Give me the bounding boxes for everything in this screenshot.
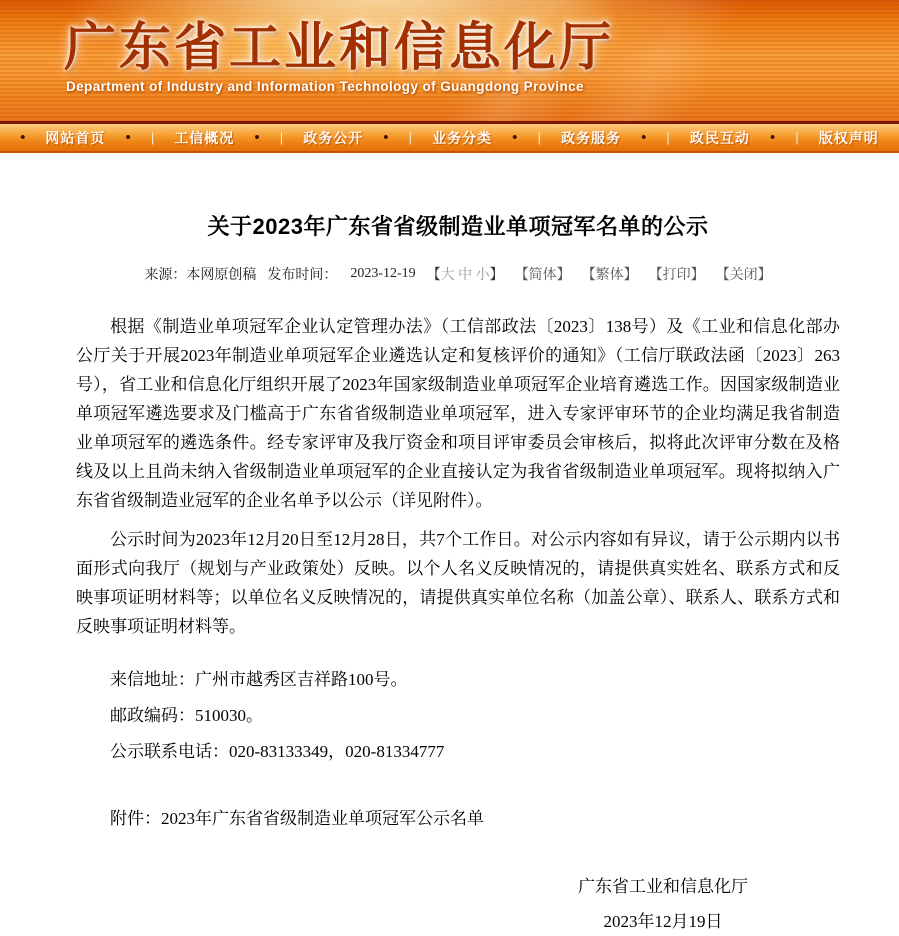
nav-separator: |: [408, 130, 413, 145]
nav-item-services[interactable]: 政务服务: [560, 129, 621, 146]
nav-item-copyright[interactable]: 版权声明: [818, 129, 879, 146]
signature-block: [568, 872, 758, 936]
mailing-address-line: 来信地址：广州市越秀区吉祥路100号。: [110, 670, 408, 689]
bracket-close: 】: [489, 268, 504, 283]
nav-bullet-icon: •: [641, 129, 647, 146]
site-subtitle-english: Department of Industry and Information Technology of Guangdong Province: [66, 79, 584, 95]
signature-date: 2023年12月19日: [603, 912, 723, 931]
font-size-options[interactable]: 大 中 小: [440, 268, 490, 283]
traditional-chinese-button[interactable]: 【繁体】: [581, 268, 638, 283]
print-button[interactable]: 【打印】: [648, 268, 705, 283]
nav-bullet-icon: •: [20, 129, 26, 146]
publish-time: 2023-12-19: [350, 266, 416, 281]
article-paragraph: 根据《制造业单项冠军企业认定管理办法》（工信部政法〔2023〕138号）及《工业和信息化部办公厅关于开展2023年制造业单项冠军企业遴选认定和复核评价的通知》（工信厅联政法函〔2023〕263号），省工业和信息化厅组织开展了2023年国家级制造业单项冠军企业培育遴选工作。因国家级制造业单项冠军遴选要求及门槛高于广东省省级制造业单项冠军，进入专家评审环节的企业均满足我省制造业单项冠军的遴选条件。经专家评审及我厅资金和项目评审委员会审核后，拟将此次评审分数在及格线及以上且尚未纳入省级制造业单项冠军的企业直接认定为我省省级制造业单项冠军。现将拟纳入广东省省级制造业冠军的企业名单予以公示（详见附件）。: [76, 317, 840, 510]
nav-separator: |: [279, 130, 284, 145]
article-paragraph: 公示时间为2023年12月20日至12月28日，共7个工作日。对公示内容如有异议，请于公示期内以书面形式向我厅（规划与产业政策处）反映。以个人名义反映情况的，请提供真实姓名、联系方式和反映事项证明材料等；以单位名义反映情况的，请提供真实单位名称（加盖公章）、联系人、联系方式和反映事项证明材料等。: [76, 530, 840, 636]
nav-bullet-icon: •: [769, 129, 776, 146]
site-banner: [0, 0, 899, 121]
nav-item-home[interactable]: 网站首页: [45, 129, 106, 146]
article-source: 来源：本网原创稿: [144, 268, 257, 283]
nav-separator: |: [537, 130, 541, 145]
article-title: 关于2023年广东省省级制造业单项冠军名单的公示: [207, 214, 709, 239]
article: [0, 210, 899, 936]
simplified-chinese-button[interactable]: 【简体】: [514, 268, 571, 283]
nav-bullet-icon: •: [254, 129, 260, 146]
contact-phone-line: 公示联系电话：020-83133349，020-81334777: [110, 742, 445, 761]
bracket-open: 【: [426, 268, 441, 283]
nav-bullet-icon: •: [383, 129, 389, 146]
attachment-link[interactable]: 附件：2023年广东省省级制造业单项冠军公示名单: [110, 809, 484, 828]
publish-time-label: 发布时间：: [267, 268, 338, 283]
site-title: 广东省工业和信息化厅: [64, 19, 615, 77]
article-meta: [76, 264, 840, 284]
font-size-control[interactable]: [427, 264, 504, 284]
postal-code-line: 邮政编码：510030。: [110, 706, 263, 725]
close-button[interactable]: 【关闭】: [715, 268, 772, 283]
nav-separator: |: [795, 130, 799, 145]
nav-item-business[interactable]: 业务分类: [432, 129, 493, 146]
nav-item-gov-open[interactable]: 政务公开: [303, 129, 364, 146]
nav-item-overview[interactable]: 工信概况: [174, 129, 235, 146]
nav-item-interaction[interactable]: 政民互动: [689, 129, 750, 146]
nav-bullet-icon: •: [512, 129, 518, 146]
nav-separator: |: [150, 130, 155, 145]
nav-bullet-icon: •: [125, 129, 131, 146]
nav-separator: |: [666, 130, 670, 145]
main-nav: [0, 121, 899, 153]
signature-organization: 广东省工业和信息化厅: [578, 877, 748, 896]
